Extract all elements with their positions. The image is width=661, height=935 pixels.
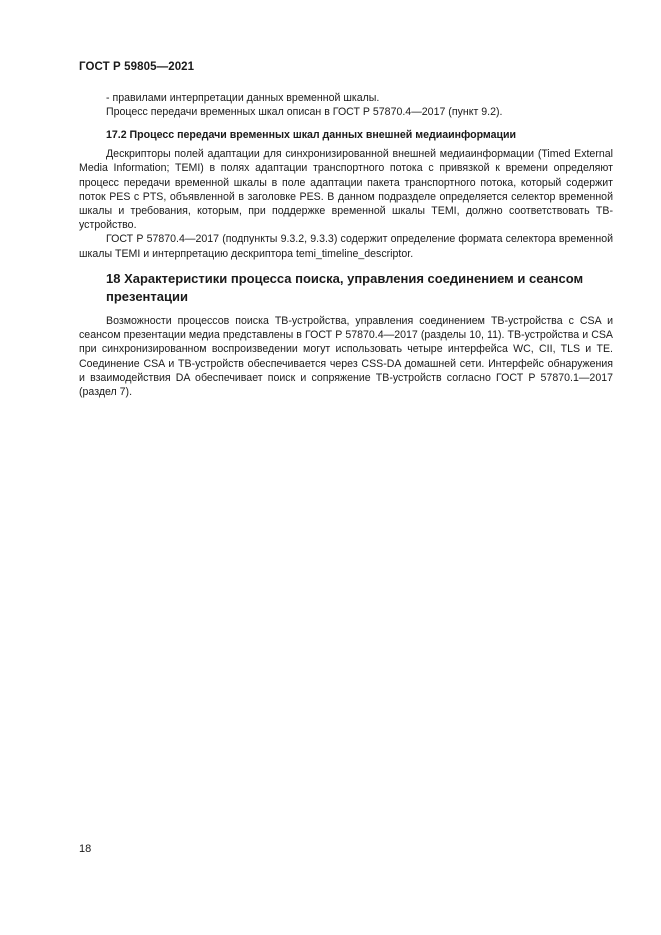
paragraph: Возможности процессов поиска ТВ-устройства, управления соединением ТВ-устройства с CSA и сеансом презентации медиа представлены в ГОСТ Р 57870.4—2017 (разделы 10, 11). ТВ-устройства и CSA при синхронизированном воспроизведении могут использовать четыре интерфейса WC, CII, TLS и TE. Соединение CSA и ТВ-устройств обеспечивается через CSS-DA домашней сети. Интерфейс обнаружения и взаимодействия DA обеспечивает поиск и сопряжение ТВ-устройств согласно ГОСТ Р 57870.1—2017 (раздел 7). xyxy=(79,315,613,399)
list-continuation-block xyxy=(79,91,613,119)
document-header: ГОСТ Р 59805—2021 xyxy=(79,61,195,73)
paragraph: Процесс передачи временных шкал описан в ГОСТ Р 57870.4—2017 (пункт 9.2). xyxy=(106,106,503,119)
section-title: 18 Характеристики процесса поиска, управления соединением и сеансом презентации xyxy=(106,271,584,304)
list-item: - правилами интерпретации данных временной шкалы. xyxy=(106,92,380,104)
section-18 xyxy=(79,270,613,399)
paragraph: ГОСТ Р 57870.4—2017 (подпункты 9.3.2, 9.3.3) содержит определение формата селектора временной шкалы TEMI и интерпретацию дескриптора temi_timeline_descriptor. xyxy=(79,233,613,260)
subsection-title: 17.2 Процесс передачи временных шкал данных внешней медиаинформации xyxy=(106,129,517,141)
paragraph: Дескрипторы полей адаптации для синхронизированной внешней медиаинформации (Timed External Media Information; TEMI) в полях адаптации транспортного потока с привязкой к времени определяют процесс передачи временной шкалы в поле адаптации пакета транспортного потока, который содержит поток PES с PTS, объявленной в заголовке PES. В данном подразделе определяется селектор временной шкалы и требования, которым, при поддержке временной шкалы TEMI, должно соответствовать ТВ-устройство. xyxy=(79,148,613,232)
page-number: 18 xyxy=(79,843,92,855)
subsection-17-2 xyxy=(79,128,613,261)
